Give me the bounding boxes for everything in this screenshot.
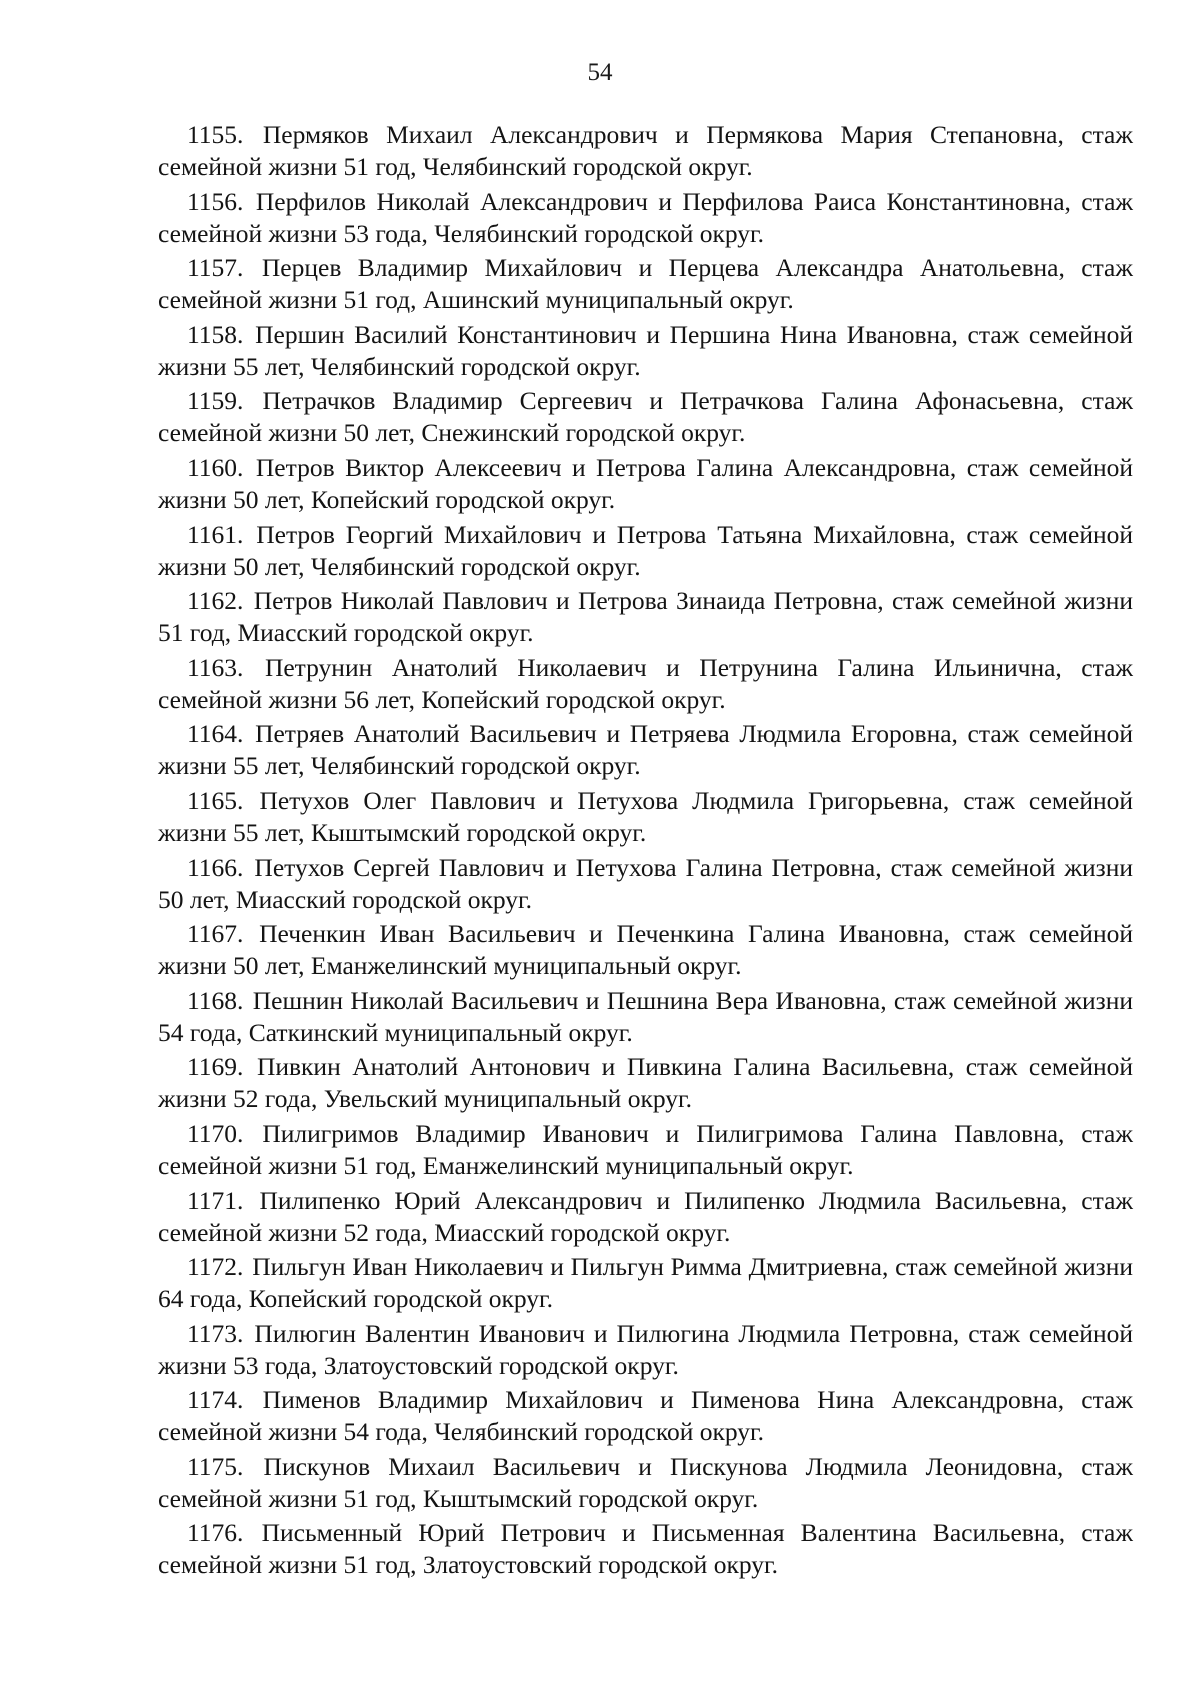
entry-number: 1163.	[187, 652, 244, 682]
entry-number: 1156.	[187, 186, 244, 216]
entry-number: 1172.	[187, 1252, 244, 1282]
entry-number: 1174.	[187, 1385, 244, 1415]
list-item	[158, 1451, 1133, 1515]
entry-text: Пермяков Михаил Александрович и Пермякова Мария Степановна, стаж семейной жизни 51 год, Челябинский городской округ.	[158, 120, 1133, 181]
entry-text: Петров Николай Павлович и Петрова Зинаида Петровна, стаж семейной жизни 51 год, Миасский городской округ.	[158, 586, 1133, 648]
entry-text: Пилипенко Юрий Александрович и Пилипенко Людмила Васильевна, стаж семейной жизни 52 года, Миасский городской округ.	[158, 1185, 1134, 1247]
entry-number: 1157.	[187, 253, 244, 283]
list-item	[158, 918, 1133, 982]
entry-number: 1173.	[187, 1318, 244, 1348]
list-item	[158, 718, 1133, 782]
entry-number: 1169.	[187, 1052, 244, 1082]
list-item	[158, 1185, 1133, 1249]
list-item	[158, 1318, 1133, 1382]
entry-number: 1171.	[187, 1185, 244, 1215]
entry-text: Перцев Владимир Михайлович и Перцева Александра Анатольевна, стаж семейной жизни 51 год, Ашинский муниципальный округ.	[158, 253, 1133, 315]
entry-text: Пешнин Николай Васильевич и Пешнина Вера Ивановна, стаж семейной жизни 54 года, Саткинский муниципальный округ.	[158, 985, 1134, 1047]
entry-text: Петрунин Анатолий Николаевич и Петрунина Галина Ильинична, стаж семейной жизни 56 лет, Копейский городской округ.	[158, 652, 1133, 714]
list-item	[158, 452, 1133, 516]
entry-list	[158, 119, 1133, 1584]
list-item	[158, 1051, 1133, 1115]
entry-number: 1162.	[187, 586, 244, 616]
list-item	[158, 1517, 1133, 1581]
entry-number: 1160.	[187, 452, 244, 482]
entry-number: 1164.	[187, 719, 244, 749]
list-item	[158, 186, 1133, 250]
entry-number: 1158.	[187, 319, 244, 349]
entry-text: Першин Василий Константинович и Першина Нина Ивановна, стаж семейной жизни 55 лет, Челябинский городской округ.	[158, 319, 1133, 381]
entry-number: 1165.	[187, 785, 244, 815]
entry-text: Петухов Сергей Павлович и Петухова Галина Петровна, стаж семейной жизни 50 лет, Миасский городской округ.	[158, 852, 1134, 914]
entry-number: 1168.	[187, 985, 244, 1015]
list-item	[158, 1384, 1133, 1448]
entry-number: 1167.	[187, 919, 244, 949]
entry-number: 1176.	[187, 1518, 244, 1548]
list-item	[158, 119, 1133, 183]
entry-text: Пилюгин Валентин Иванович и Пилюгина Людмила Петровна, стаж семейной жизни 53 года, Златоустовский городской округ.	[158, 1318, 1134, 1380]
list-item	[158, 785, 1133, 849]
entry-number: 1175.	[187, 1451, 244, 1481]
list-item	[158, 519, 1133, 583]
entry-text: Пименов Владимир Михайлович и Пименова Нина Александровна, стаж семейной жизни 54 года, Челябинский городской округ.	[158, 1385, 1133, 1447]
entry-text: Пильгун Иван Николаевич и Пильгун Римма Дмитриевна, стаж семейной жизни 64 года, Копейский городской округ.	[158, 1252, 1134, 1314]
entry-text: Петров Виктор Алексеевич и Петрова Галина Александровна, стаж семейной жизни 50 лет, Копейский городской округ.	[158, 452, 1133, 514]
page-number: 54	[587, 59, 613, 86]
list-item	[158, 1251, 1133, 1315]
list-item	[158, 852, 1133, 916]
entry-text: Пискунов Михаил Васильевич и Пискунова Людмила Леонидовна, стаж семейной жизни 51 год, Кыштымский городской округ.	[158, 1451, 1133, 1513]
entry-text: Петухов Олег Павлович и Петухова Людмила Григорьевна, стаж семейной жизни 55 лет, Кыштымский городской округ.	[158, 785, 1134, 847]
entry-text: Петряев Анатолий Васильевич и Петряева Людмила Егоровна, стаж семейной жизни 55 лет, Челябинский городской округ.	[158, 719, 1133, 781]
list-item	[158, 252, 1133, 316]
entry-text: Петрачков Владимир Сергеевич и Петрачкова Галина Афонасьевна, стаж семейной жизни 50 лет, Снежинский городской округ.	[158, 386, 1134, 448]
list-item	[158, 385, 1133, 449]
entry-number: 1161.	[187, 519, 244, 549]
entry-text: Печенкин Иван Васильевич и Печенкина Галина Ивановна, стаж семейной жизни 50 лет, Еманжелинский муниципальный округ.	[158, 919, 1133, 981]
entry-number: 1155.	[187, 120, 244, 149]
entry-number: 1159.	[187, 386, 244, 416]
entry-number: 1166.	[187, 852, 244, 882]
entry-text: Петров Георгий Михайлович и Петрова Татьяна Михайловна, стаж семейной жизни 50 лет, Челябинский городской округ.	[158, 519, 1134, 581]
entry-text: Пивкин Анатолий Антонович и Пивкина Галина Васильевна, стаж семейной жизни 52 года, Увельский муниципальный округ.	[158, 1052, 1134, 1114]
list-item	[158, 985, 1133, 1049]
list-item	[158, 585, 1133, 649]
list-item	[158, 652, 1133, 716]
list-item	[158, 319, 1133, 383]
entry-text: Перфилов Николай Александрович и Перфилова Раиса Константиновна, стаж семейной жизни 53 года, Челябинский городской округ.	[158, 186, 1134, 248]
entry-text: Письменный Юрий Петрович и Письменная Валентина Васильевна, стаж семейной жизни 51 год, Златоустовский городской округ.	[158, 1518, 1133, 1580]
list-item	[158, 1118, 1133, 1182]
entry-number: 1170.	[187, 1118, 244, 1148]
entry-text: Пилигримов Владимир Иванович и Пилигримова Галина Павловна, стаж семейной жизни 51 год, Еманжелинский муниципальный округ.	[158, 1118, 1133, 1180]
